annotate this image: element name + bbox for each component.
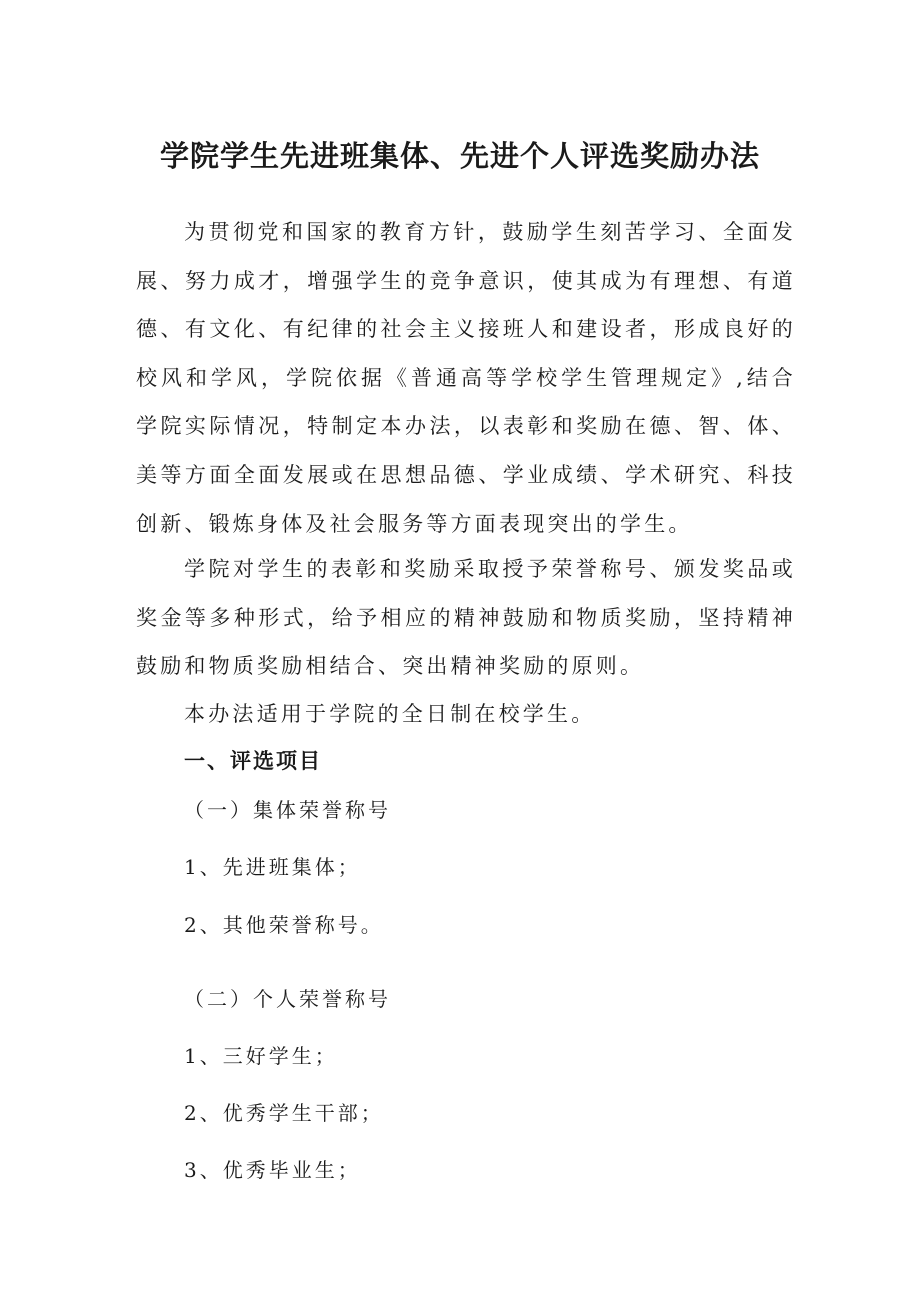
- list-item: 1、先进班集体；: [184, 855, 361, 879]
- list-item: 3、优秀毕业生；: [184, 1158, 361, 1182]
- list-item: 1、三好学生；: [184, 1044, 338, 1068]
- document-title: 学院学生先进班集体、先进个人评选奖励办法: [159, 139, 760, 173]
- list-item: 2、优秀学生干部；: [184, 1101, 384, 1125]
- scope-paragraph: 本办法适用于学院的全日制在校学生。: [184, 702, 596, 726]
- subheading-collective-honors: （一）集体荣誉称号: [184, 798, 391, 822]
- intro-paragraph: 为贯彻党和国家的教育方针，鼓励学生刻苦学习、全面发展、努力成才，增强学生的竞争意识，使其成为有理想、有道德、有文化、有纪律的社会主义接班人和建设者，形成良好的校风和学风，学院依据《普通高等学校学生管理规定》,结合学院实际情况，特制定本办法，以表彰和奖励在德、智、体、美等方面全面发展或在思想品德、学业成绩、学术研究、科技创新、锻炼身体及社会服务等方面表现突出的学生。: [136, 220, 796, 536]
- subheading-individual-honors: （二）个人荣誉称号: [184, 987, 391, 1011]
- section-heading-selection-items: 一、评选项目: [184, 749, 322, 773]
- list-item: 2、其他荣誉称号。: [184, 913, 384, 937]
- reward-form-paragraph: 学院对学生的表彰和奖励采取授予荣誉称号、颁发奖品或奖金等多种形式，给予相应的精神鼓励和物质奖励，坚持精神鼓励和物质奖励相结合、突出精神奖励的原则。: [136, 557, 796, 679]
